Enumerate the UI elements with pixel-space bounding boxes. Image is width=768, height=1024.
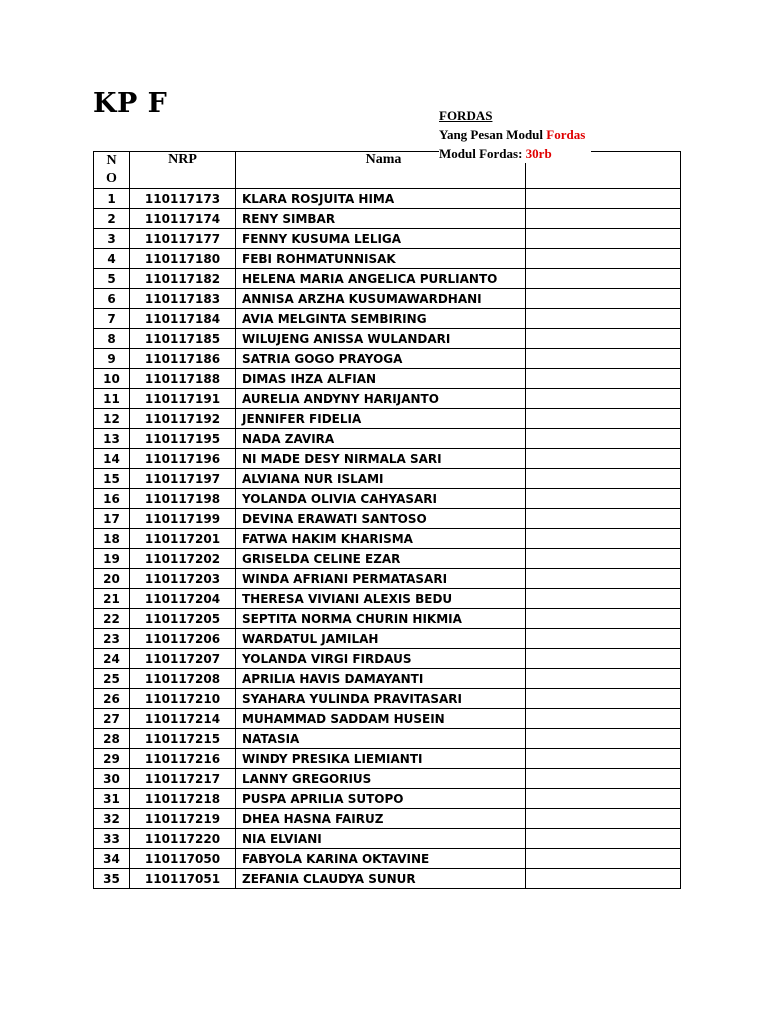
row-nrp: 110117184 bbox=[130, 309, 236, 329]
table-row bbox=[94, 329, 681, 349]
row-nrp: 110117210 bbox=[130, 689, 236, 709]
page-title: KP F bbox=[93, 88, 168, 119]
row-no: 23 bbox=[94, 629, 130, 649]
row-nrp: 110117180 bbox=[130, 249, 236, 269]
table-row bbox=[94, 209, 681, 229]
row-empty bbox=[526, 229, 681, 249]
row-no: 28 bbox=[94, 729, 130, 749]
note-line-order-prefix: Yang Pesan Modul bbox=[439, 127, 547, 142]
row-empty bbox=[526, 769, 681, 789]
table-row bbox=[94, 809, 681, 829]
row-no: 27 bbox=[94, 709, 130, 729]
row-empty bbox=[526, 489, 681, 509]
row-nrp: 110117197 bbox=[130, 469, 236, 489]
row-empty bbox=[526, 709, 681, 729]
row-nama: APRILIA HAVIS DAMAYANTI bbox=[236, 669, 526, 689]
row-no: 10 bbox=[94, 369, 130, 389]
row-no: 15 bbox=[94, 469, 130, 489]
row-no: 35 bbox=[94, 869, 130, 889]
row-no: 24 bbox=[94, 649, 130, 669]
row-nrp: 110117186 bbox=[130, 349, 236, 369]
row-nama: YOLANDA OLIVIA CAHYASARI bbox=[236, 489, 526, 509]
row-no: 13 bbox=[94, 429, 130, 449]
table-row bbox=[94, 749, 681, 769]
table-row bbox=[94, 349, 681, 369]
row-nrp: 110117208 bbox=[130, 669, 236, 689]
row-no: 5 bbox=[94, 269, 130, 289]
row-nrp: 110117051 bbox=[130, 869, 236, 889]
row-no: 30 bbox=[94, 769, 130, 789]
row-empty bbox=[526, 809, 681, 829]
row-nama: WINDA AFRIANI PERMATASARI bbox=[236, 569, 526, 589]
table-row bbox=[94, 629, 681, 649]
table-row bbox=[94, 509, 681, 529]
row-nama: DEVINA ERAWATI SANTOSO bbox=[236, 509, 526, 529]
row-no: 29 bbox=[94, 749, 130, 769]
row-empty bbox=[526, 589, 681, 609]
row-empty bbox=[526, 249, 681, 269]
row-nrp: 110117173 bbox=[130, 189, 236, 209]
table-row bbox=[94, 709, 681, 729]
table-header-row bbox=[94, 152, 681, 189]
table-row bbox=[94, 789, 681, 809]
table-body bbox=[94, 189, 681, 889]
fordas-note bbox=[439, 106, 591, 163]
row-empty bbox=[526, 629, 681, 649]
row-nrp: 110117050 bbox=[130, 849, 236, 869]
table-row bbox=[94, 869, 681, 889]
row-nama: AVIA MELGINTA SEMBIRING bbox=[236, 309, 526, 329]
row-nrp: 110117206 bbox=[130, 629, 236, 649]
row-nama: MUHAMMAD SADDAM HUSEIN bbox=[236, 709, 526, 729]
note-line-price-prefix: Modul Fordas: bbox=[439, 146, 526, 161]
row-no: 17 bbox=[94, 509, 130, 529]
row-nrp: 110117183 bbox=[130, 289, 236, 309]
row-nama: GRISELDA CELINE EZAR bbox=[236, 549, 526, 569]
header-no bbox=[94, 152, 130, 189]
row-nama: WILUJENG ANISSA WULANDARI bbox=[236, 329, 526, 349]
row-nama: SATRIA GOGO PRAYOGA bbox=[236, 349, 526, 369]
row-empty bbox=[526, 609, 681, 629]
student-table bbox=[93, 151, 681, 889]
row-empty bbox=[526, 369, 681, 389]
row-no: 26 bbox=[94, 689, 130, 709]
table-row bbox=[94, 829, 681, 849]
row-no: 31 bbox=[94, 789, 130, 809]
row-empty bbox=[526, 269, 681, 289]
row-nama: THERESA VIVIANI ALEXIS BEDU bbox=[236, 589, 526, 609]
row-empty bbox=[526, 669, 681, 689]
row-nrp: 110117203 bbox=[130, 569, 236, 589]
row-nama: LANNY GREGORIUS bbox=[236, 769, 526, 789]
row-no: 18 bbox=[94, 529, 130, 549]
row-nrp: 110117214 bbox=[130, 709, 236, 729]
table-row bbox=[94, 849, 681, 869]
row-nama: ANNISA ARZHA KUSUMAWARDHANI bbox=[236, 289, 526, 309]
row-no: 11 bbox=[94, 389, 130, 409]
table-row bbox=[94, 769, 681, 789]
row-empty bbox=[526, 689, 681, 709]
table-row bbox=[94, 649, 681, 669]
row-nama: NI MADE DESY NIRMALA SARI bbox=[236, 449, 526, 469]
row-no: 20 bbox=[94, 569, 130, 589]
row-no: 32 bbox=[94, 809, 130, 829]
row-no: 8 bbox=[94, 329, 130, 349]
row-no: 2 bbox=[94, 209, 130, 229]
row-empty bbox=[526, 569, 681, 589]
row-no: 12 bbox=[94, 409, 130, 429]
row-no: 16 bbox=[94, 489, 130, 509]
table-row bbox=[94, 469, 681, 489]
row-no: 34 bbox=[94, 849, 130, 869]
row-nama: FENNY KUSUMA LELIGA bbox=[236, 229, 526, 249]
row-empty bbox=[526, 549, 681, 569]
row-no: 25 bbox=[94, 669, 130, 689]
table-row bbox=[94, 549, 681, 569]
note-line-order-highlight: Fordas bbox=[546, 127, 586, 142]
row-empty bbox=[526, 389, 681, 409]
table-row bbox=[94, 249, 681, 269]
row-nrp: 110117185 bbox=[130, 329, 236, 349]
table-row bbox=[94, 569, 681, 589]
row-empty bbox=[526, 649, 681, 669]
row-empty bbox=[526, 469, 681, 489]
table-row bbox=[94, 489, 681, 509]
row-nrp: 110117182 bbox=[130, 269, 236, 289]
row-no: 6 bbox=[94, 289, 130, 309]
row-nama: ALVIANA NUR ISLAMI bbox=[236, 469, 526, 489]
row-nama: AURELIA ANDYNY HARIJANTO bbox=[236, 389, 526, 409]
row-nrp: 110117196 bbox=[130, 449, 236, 469]
row-nrp: 110117215 bbox=[130, 729, 236, 749]
row-nama: NATASIA bbox=[236, 729, 526, 749]
row-nrp: 110117218 bbox=[130, 789, 236, 809]
row-nama: FEBI ROHMATUNNISAK bbox=[236, 249, 526, 269]
table-row bbox=[94, 229, 681, 249]
row-empty bbox=[526, 309, 681, 329]
row-nrp: 110117216 bbox=[130, 749, 236, 769]
row-nrp: 110117174 bbox=[130, 209, 236, 229]
row-empty bbox=[526, 449, 681, 469]
row-empty bbox=[526, 829, 681, 849]
row-empty bbox=[526, 509, 681, 529]
row-nama: FATWA HAKIM KHARISMA bbox=[236, 529, 526, 549]
row-no: 4 bbox=[94, 249, 130, 269]
row-no: 1 bbox=[94, 189, 130, 209]
row-empty bbox=[526, 329, 681, 349]
row-empty bbox=[526, 849, 681, 869]
row-nama: HELENA MARIA ANGELICA PURLIANTO bbox=[236, 269, 526, 289]
row-empty bbox=[526, 729, 681, 749]
row-no: 9 bbox=[94, 349, 130, 369]
header-nama: Nama bbox=[236, 152, 526, 189]
table-row bbox=[94, 369, 681, 389]
row-empty bbox=[526, 189, 681, 209]
table-row bbox=[94, 449, 681, 469]
row-no: 7 bbox=[94, 309, 130, 329]
table-row bbox=[94, 189, 681, 209]
row-empty bbox=[526, 749, 681, 769]
row-empty bbox=[526, 209, 681, 229]
row-empty bbox=[526, 869, 681, 889]
row-nama: RENY SIMBAR bbox=[236, 209, 526, 229]
row-no: 21 bbox=[94, 589, 130, 609]
header-nrp: NRP bbox=[130, 152, 236, 189]
note-line-order bbox=[439, 125, 585, 144]
row-nama: SYAHARA YULINDA PRAVITASARI bbox=[236, 689, 526, 709]
row-nrp: 110117199 bbox=[130, 509, 236, 529]
row-nama: ZEFANIA CLAUDYA SUNUR bbox=[236, 869, 526, 889]
table-row bbox=[94, 269, 681, 289]
table-row bbox=[94, 669, 681, 689]
row-nrp: 110117177 bbox=[130, 229, 236, 249]
row-nrp: 110117198 bbox=[130, 489, 236, 509]
row-no: 19 bbox=[94, 549, 130, 569]
row-nama: DHEA HASNA FAIRUZ bbox=[236, 809, 526, 829]
row-nrp: 110117202 bbox=[130, 549, 236, 569]
table-row bbox=[94, 529, 681, 549]
row-nama: FABYOLA KARINA OKTAVINE bbox=[236, 849, 526, 869]
table-row bbox=[94, 409, 681, 429]
row-nrp: 110117217 bbox=[130, 769, 236, 789]
row-nrp: 110117188 bbox=[130, 369, 236, 389]
row-nama: DIMAS IHZA ALFIAN bbox=[236, 369, 526, 389]
table-row bbox=[94, 309, 681, 329]
row-empty bbox=[526, 349, 681, 369]
row-empty bbox=[526, 429, 681, 449]
row-nama: WARDATUL JAMILAH bbox=[236, 629, 526, 649]
row-nrp: 110117192 bbox=[130, 409, 236, 429]
row-no: 33 bbox=[94, 829, 130, 849]
row-nrp: 110117220 bbox=[130, 829, 236, 849]
row-nrp: 110117191 bbox=[130, 389, 236, 409]
row-nama: NADA ZAVIRA bbox=[236, 429, 526, 449]
row-nama: WINDY PRESIKA LIEMIANTI bbox=[236, 749, 526, 769]
row-nama: PUSPA APRILIA SUTOPO bbox=[236, 789, 526, 809]
header-no-line2: O bbox=[106, 171, 117, 186]
row-no: 14 bbox=[94, 449, 130, 469]
header-no-line1: N bbox=[106, 153, 117, 168]
table-row bbox=[94, 289, 681, 309]
row-nama: YOLANDA VIRGI FIRDAUS bbox=[236, 649, 526, 669]
row-empty bbox=[526, 409, 681, 429]
table-row bbox=[94, 589, 681, 609]
row-empty bbox=[526, 789, 681, 809]
row-no: 3 bbox=[94, 229, 130, 249]
note-line-price-highlight: 30rb bbox=[525, 146, 552, 161]
row-nrp: 110117205 bbox=[130, 609, 236, 629]
table-row bbox=[94, 689, 681, 709]
table-row bbox=[94, 729, 681, 749]
table-row bbox=[94, 389, 681, 409]
row-nrp: 110117219 bbox=[130, 809, 236, 829]
row-nrp: 110117195 bbox=[130, 429, 236, 449]
row-nrp: 110117201 bbox=[130, 529, 236, 549]
table-row bbox=[94, 429, 681, 449]
table-row bbox=[94, 609, 681, 629]
row-nama: NIA ELVIANI bbox=[236, 829, 526, 849]
row-nama: JENNIFER FIDELIA bbox=[236, 409, 526, 429]
row-nama: KLARA ROSJUITA HIMA bbox=[236, 189, 526, 209]
note-line-price bbox=[439, 144, 585, 163]
note-heading: FORDAS bbox=[439, 108, 493, 123]
row-empty bbox=[526, 289, 681, 309]
row-no: 22 bbox=[94, 609, 130, 629]
row-nrp: 110117207 bbox=[130, 649, 236, 669]
row-nrp: 110117204 bbox=[130, 589, 236, 609]
row-nama: SEPTITA NORMA CHURIN HIKMIA bbox=[236, 609, 526, 629]
row-empty bbox=[526, 529, 681, 549]
